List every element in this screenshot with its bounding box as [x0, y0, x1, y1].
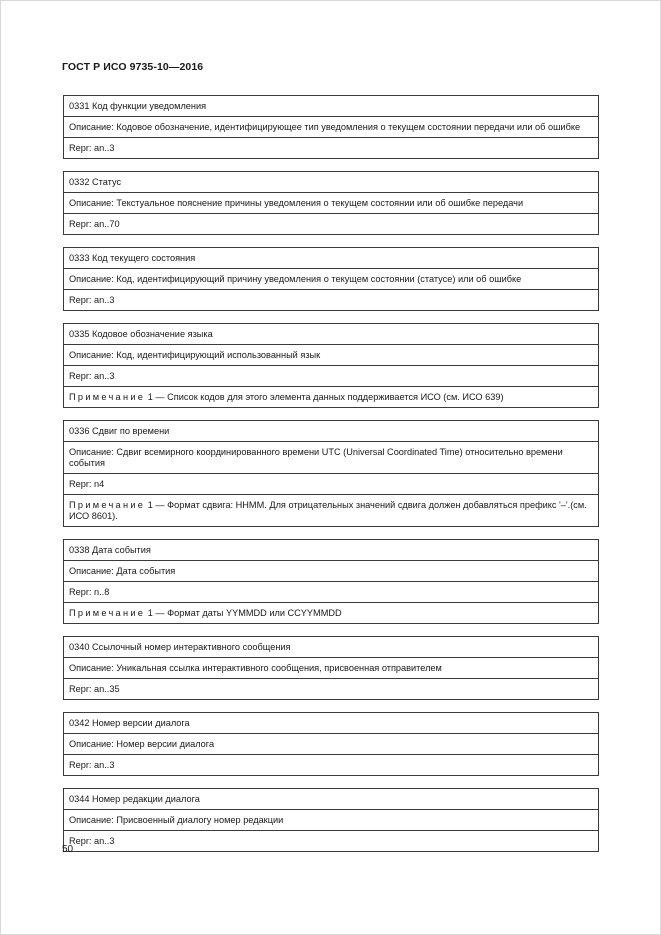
- entry-description: Описание: Текстуальное пояснение причины уведомления о текущем состоянии или об ошибке передачи: [64, 192, 598, 213]
- data-element-entry: [63, 636, 599, 700]
- data-element-entry: [63, 712, 599, 776]
- data-element-entry: [63, 788, 599, 852]
- entry-title: 0335 Кодовое обозначение языка: [69, 328, 213, 339]
- entry-repr: Repr: an..3: [64, 289, 598, 310]
- entry-title: 0332 Статус: [69, 176, 122, 187]
- entry-description: Описание: Код, идентифицирующий использованный язык: [64, 344, 598, 365]
- note-text: 1 — Формат даты YYMMDD или CCYYMMDD: [145, 607, 342, 618]
- data-element-entry: [63, 323, 599, 408]
- data-element-entry: [63, 539, 599, 624]
- note-label: Примечание: [69, 607, 146, 618]
- data-element-entry: [63, 95, 599, 159]
- entry-description: Описание: Уникальная ссылка интерактивного сообщения, присвоенная отправителем: [64, 657, 598, 678]
- entry-description: Описание: Сдвиг всемирного координированного времени UTC (Universal Coordinated Time) относительно времени события: [64, 441, 598, 473]
- data-element-entry: [63, 420, 599, 527]
- entry-repr: Repr: an..70: [64, 213, 598, 234]
- data-element-entry: [63, 171, 599, 235]
- entry-description: Описание: Кодовое обозначение, идентифицирующее тип уведомления о текущем состоянии передачи или об ошибке: [64, 116, 598, 137]
- entry-repr: Repr: n4: [64, 473, 598, 494]
- document-header: ГОСТ Р ИСО 9735-10—2016: [62, 61, 204, 73]
- entry-description: Описание: Присвоенный диалогу номер редакции: [64, 809, 598, 830]
- entry-title: 0338 Дата события: [69, 544, 151, 555]
- entry-note: [64, 386, 598, 407]
- entry-description: Описание: Номер версии диалога: [64, 733, 598, 754]
- page-number: 50: [62, 844, 74, 855]
- entry-title: 0340 Ссылочный номер интерактивного сообщения: [69, 641, 291, 652]
- entry-description: Описание: Дата события: [64, 560, 598, 581]
- entry-title: 0342 Номер версии диалога: [69, 717, 190, 728]
- entry-title: 0333 Код текущего состояния: [69, 252, 196, 263]
- entry-repr: Repr: n..8: [64, 581, 598, 602]
- entry-title: 0336 Сдвиг по времени: [69, 425, 170, 436]
- entry-repr: Repr: an..35: [64, 678, 598, 699]
- entry-repr: Repr: an..3: [64, 365, 598, 386]
- note-text: 1 — Формат сдвига: HHMM. Для отрицательных значений сдвига должен добавляться префикс '–'.(см. ИСО 8601).: [69, 499, 587, 521]
- note-label: Примечание: [69, 391, 146, 402]
- entry-description: Описание: Код, идентифицирующий причину уведомления о текущем состоянии (статусе) или об ошибке: [64, 268, 598, 289]
- entry-title: 0331 Код функции уведомления: [69, 100, 207, 111]
- data-element-entry: [63, 247, 599, 311]
- entry-note: [64, 494, 598, 526]
- data-element-list: [63, 95, 599, 864]
- entry-note: [64, 602, 598, 623]
- entry-title: 0344 Номер редакции диалога: [69, 793, 200, 804]
- note-text: 1 — Список кодов для этого элемента данных поддерживается ИСО (см. ИСО 639): [145, 391, 504, 402]
- note-label: Примечание: [69, 499, 146, 510]
- entry-repr: Repr: an..3: [64, 754, 598, 775]
- entry-repr: Repr: an..3: [64, 137, 598, 158]
- entry-repr: Repr: an..3: [64, 830, 598, 851]
